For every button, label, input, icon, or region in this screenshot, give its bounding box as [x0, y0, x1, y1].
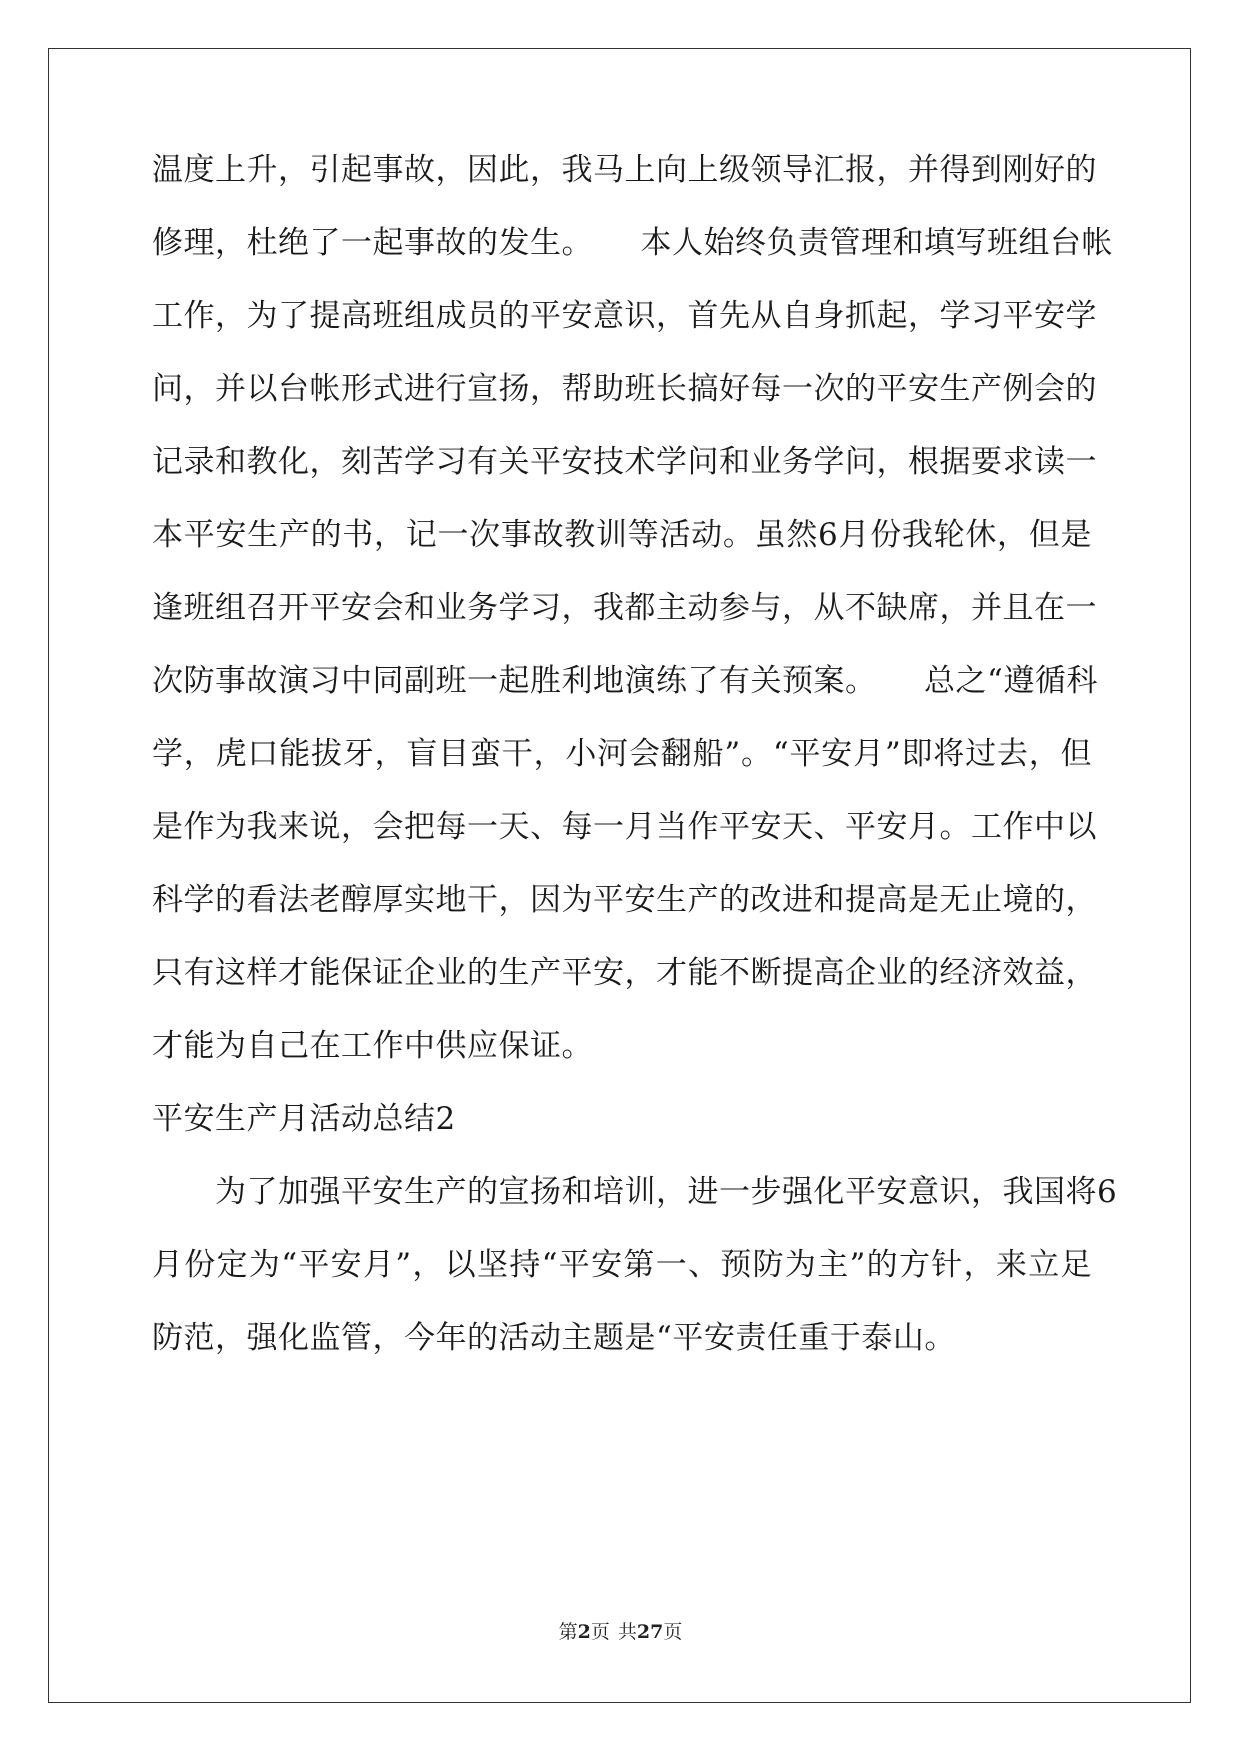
text-line: 温度上升，引起事故，因此，我马上向上级领导汇报，并得到刚好的 [152, 152, 1097, 188]
text-line: 问，并以台帐形式进行宣扬，帮助班长搞好每一次的平安生产例会的 [152, 371, 1097, 407]
page-number: 2 [577, 1621, 591, 1643]
text-line: 才能为自己在工作中供应保证。 [152, 1028, 593, 1064]
text-line: 记录和教化，刻苦学习有关平安技术学问和业务学问，根据要求读一 [152, 444, 1097, 480]
text-line: 防范，强化监管，今年的活动主题是“平安责任重于泰山。 [152, 1320, 956, 1356]
text-line: 是作为我来说，会把每一天、每一月当作平安天、平安月。工作中以 [152, 809, 1097, 845]
text-line: 学，虎口能拔牙，盲目蛮干，小河会翻船”。“平安月”即将过去，但 [152, 736, 1092, 772]
text-line: 本平安生产的书，记一次事故教训等活动。虽然6月份我轮休，但是 [152, 517, 1092, 553]
total-pages: 27 [636, 1621, 664, 1643]
page-indicator: 第2页 [558, 1621, 610, 1643]
page-footer [0, 1617, 1241, 1644]
text-line: 逢班组召开平安会和业务学习，我都主动参与，从不缺席，并且在一 [152, 590, 1097, 626]
text-line: 科学的看法老醇厚实地干，因为平安生产的改进和提高是无止境的， [152, 882, 1097, 918]
section-heading: 平安生产月活动总结2 [152, 1101, 456, 1137]
text-line: 工作，为了提高班组成员的平安意识，首先从自身抓起，学习平安学 [152, 298, 1097, 334]
text-line: 修理，杜绝了一起事故的发生。 本人始终负责管理和填写班组台帐 [152, 225, 1113, 261]
total-pages-indicator: 共27页 [617, 1621, 683, 1643]
text-line: 次防事故演习中同副班一起胜利地演练了有关预案。 总之“遵循科 [152, 663, 1098, 699]
text-line: 为了加强平安生产的宣扬和培训，进一步强化平安意识，我国将6 [152, 1174, 1118, 1210]
text-line: 只有这样才能保证企业的生产平安，才能不断提高企业的经济效益， [152, 955, 1097, 991]
text-line: 月份定为“平安月”，以坚持“平安第一、预防为主”的方针，来立足 [152, 1247, 1092, 1283]
